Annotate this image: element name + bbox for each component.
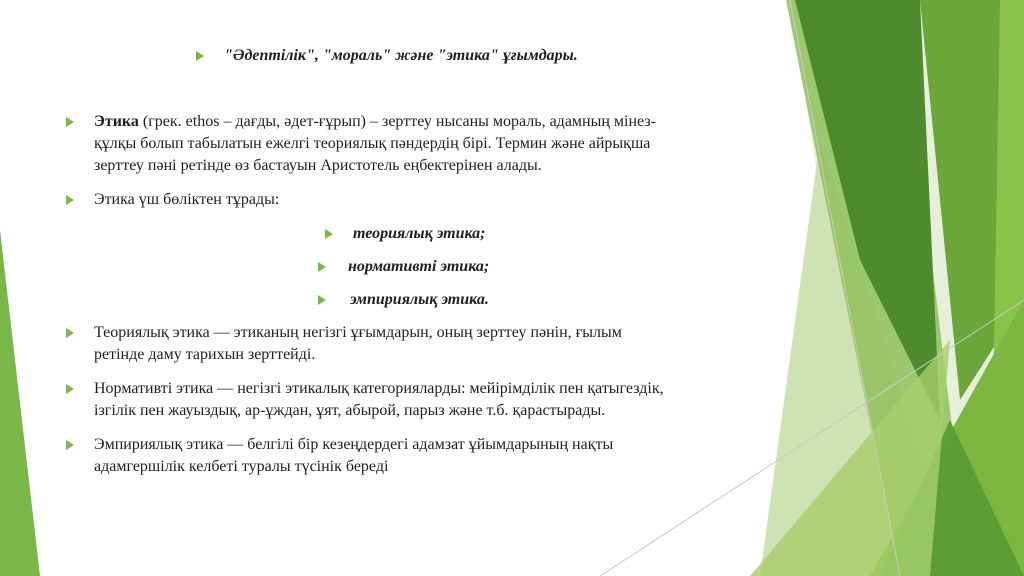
- para3-line1: Теориялық этика — этиканың негізгі ұғымдарын, оның зерттеу пәнін, ғылым: [94, 324, 622, 341]
- para1-line2: құлқы болып табылатын ежелгі теориялық пәндердің бірі. Термин және айрықша: [94, 135, 651, 152]
- para5-line1: Эмпириялық этика — белгілі бір кезеңдердегі адамзат ұйымдарының нақты: [94, 436, 614, 453]
- bullet-icon: [66, 195, 74, 205]
- bullet-icon: [196, 51, 204, 61]
- para4-line1: Нормативті этика — негізгі этикалық категорияларды: мейірімділік пен қатыгездік,: [94, 380, 664, 397]
- para1-line3: зерттеу пәні ретінде өз бастауын Аристотель еңбектерінен алады.: [94, 157, 542, 174]
- para1-term: Этика: [94, 113, 139, 130]
- sub-item-theoretical: теориялық этика;: [353, 225, 486, 242]
- bullet-icon: [66, 328, 74, 338]
- para4-line2: ізгілік пен жауыздық, ар-ұждан, ұят, абырой, парыз және т.б. қарастырады.: [94, 402, 606, 419]
- para1-line1-rest: (грек. ethos – дағды, әдет-ғұрып) – зерттеу нысаны мораль, адамның мінез-: [138, 113, 656, 130]
- bullet-icon: [318, 262, 326, 272]
- sub-item-normative: нормативті этика;: [348, 258, 490, 275]
- sub-item-empirical: эмпириялық этика.: [350, 291, 489, 308]
- slide-title: "Әдептілік", "мораль" және "этика" ұғымдары.: [224, 47, 578, 64]
- bullet-icon: [66, 117, 74, 127]
- para2-line: Этика үш бөліктен тұрады:: [94, 191, 280, 208]
- para1-line1: [94, 111, 656, 133]
- bullet-icon: [325, 229, 333, 239]
- para3-line2: ретінде даму тарихын зерттейді.: [94, 346, 316, 363]
- para5-line2: адамгершілік келбеті туралы түсінік береді: [94, 458, 389, 475]
- bullet-icon: [66, 384, 74, 394]
- bullet-icon: [66, 440, 74, 450]
- bullet-icon: [318, 295, 326, 305]
